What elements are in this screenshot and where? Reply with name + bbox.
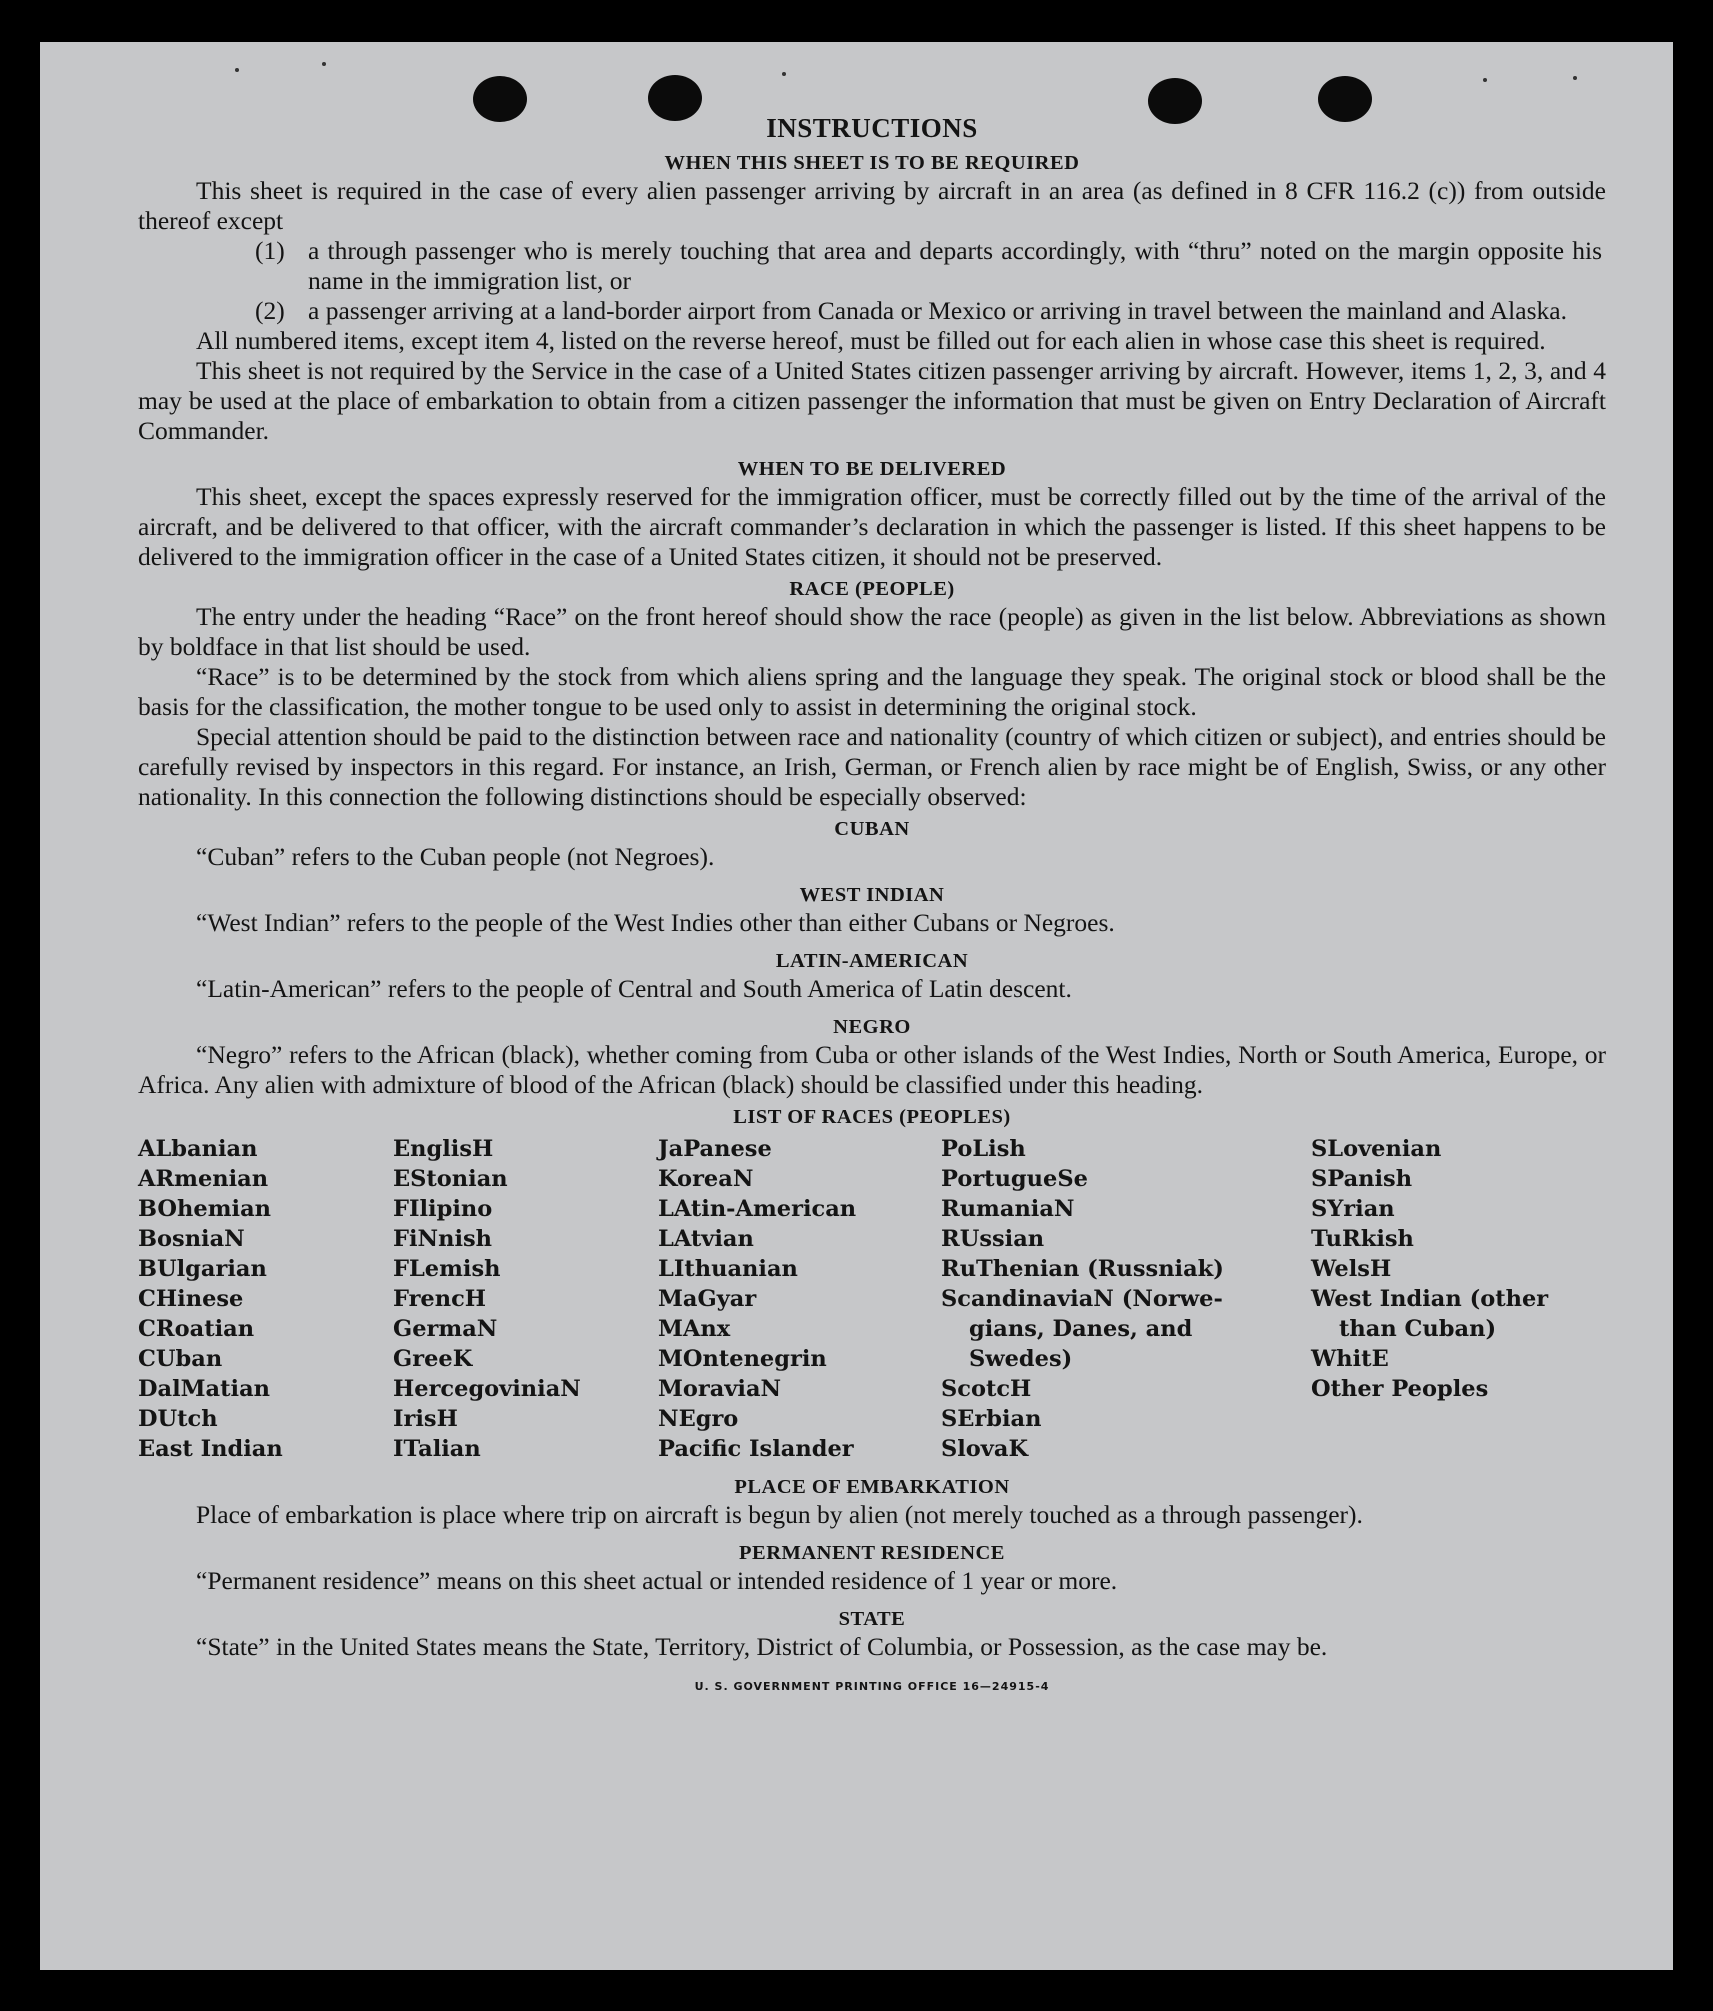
heading-race: RACE (PEOPLE) [789, 578, 955, 600]
race-list-column [393, 1134, 658, 1464]
race-entry: ALbanian [138, 1136, 258, 1162]
race-entry: MOntenegrin [658, 1346, 827, 1372]
paper-speck [322, 62, 326, 66]
race-entry: PoLish [941, 1136, 1026, 1162]
race-entry: BosniaN [138, 1226, 245, 1252]
race-entry: CRoatian [138, 1316, 255, 1342]
heading-when-required: WHEN THIS SHEET IS TO BE REQUIRED [664, 152, 1080, 174]
race-entry: GermaN [393, 1316, 498, 1342]
paragraph-embarkation: Place of embarkation is place where trip on aircraft is begun by alien (not merely touched as a through passenger). [196, 1500, 1363, 1529]
list-item-number: (2) [255, 296, 285, 325]
race-entry: West Indian (other than Cuban) [1311, 1286, 1549, 1342]
race-entry: CUban [138, 1346, 223, 1372]
race-entry: DalMatian [138, 1376, 271, 1402]
heading-west-indian: WEST INDIAN [799, 884, 945, 906]
paragraph-delivered: This sheet, except the spaces expressly reserved for the immigration officer, must be correctly filled out by the time of the arrival of the aircraft, and be delivered to that officer, with the aircraft commander’s declaration in which the passenger is listed. If this sheet happens to be delivered to the immigration officer in the case of a United States citizen, it should not be preserved. [138, 482, 1606, 571]
page-title: INSTRUCTIONS [766, 113, 978, 143]
list-item-number: (1) [255, 236, 285, 265]
race-entry: WelsH [1311, 1256, 1392, 1282]
race-entry: DUtch [138, 1406, 218, 1432]
race-entry: SErbian [941, 1406, 1042, 1432]
race-entry: BOhemian [138, 1196, 272, 1222]
race-entry: KoreaN [658, 1166, 754, 1192]
paper-speck [782, 72, 786, 76]
race-entry: PortugueSe [941, 1166, 1088, 1192]
race-entry: MAnx [658, 1316, 731, 1342]
race-entry: FIlipino [393, 1196, 493, 1222]
paragraph-race-1: The entry under the heading “Race” on the front hereof should show the race (people) as given in the list below. Abbreviations as shown by boldface in that list should be used. [138, 602, 1606, 661]
race-list-column [1311, 1134, 1571, 1464]
race-entry: WhitE [1311, 1346, 1389, 1372]
race-entry: SPanish [1311, 1166, 1413, 1192]
race-entry: MoraviaN [658, 1376, 782, 1402]
race-entry: Other Peoples [1311, 1376, 1489, 1402]
heading-negro: NEGRO [833, 1016, 911, 1038]
paragraph-cuban: “Cuban” refers to the Cuban people (not Negroes). [196, 842, 715, 871]
list-item-text: a passenger arriving at a land-border airport from Canada or Mexico or arriving in travel between the mainland and Alaska. [308, 296, 1567, 325]
race-entry: FiNnish [393, 1226, 493, 1252]
race-entry: HercegoviniaN [393, 1376, 581, 1402]
heading-latin-american: LATIN-AMERICAN [775, 950, 969, 972]
paragraph-residence: “Permanent residence” means on this sheet actual or intended residence of 1 year or more. [196, 1566, 1118, 1595]
heading-residence: PERMANENT RESIDENCE [739, 1542, 1005, 1564]
race-entry: GreeK [393, 1346, 473, 1372]
race-entry: SYrian [1311, 1196, 1395, 1222]
race-entry: RumaniaN [941, 1196, 1075, 1222]
race-entry: EStonian [393, 1166, 508, 1192]
race-entry: CHinese [138, 1286, 244, 1312]
paragraph-latin-american: “Latin-American” refers to the people of Central and South America of Latin descent. [196, 974, 1072, 1003]
paragraph-race-2: “Race” is to be determined by the stock from which aliens spring and the language they speak. The original stock or blood shall be the basis for the classification, the mother tongue to be used only to assist in determining the original stock. [138, 662, 1606, 721]
instructions-text [138, 110, 1606, 1702]
race-entry: East Indian [138, 1436, 283, 1462]
heading-embarkation: PLACE OF EMBARKATION [734, 1476, 1010, 1498]
race-entry: ITalian [393, 1436, 481, 1462]
paragraph-race-3: Special attention should be paid to the distinction between race and nationality (country of which citizen or subject), and entries should be carefully revised by inspectors in this regard. For instance, an Irish, German, or French alien by race might be of English, Swiss, or any other nationality. In this connection the following distinctions should be especially observed: [138, 722, 1606, 811]
paragraph-required-intro: This sheet is required in the case of every alien passenger arriving by aircraft in an area (as defined in 8 CFR 116.2 (c)) from outside thereof except [138, 176, 1606, 235]
race-entry: RuThenian (Russniak) [941, 1256, 1224, 1282]
race-list [138, 1134, 1606, 1464]
race-list-column [658, 1134, 941, 1464]
race-entry: JaPanese [658, 1136, 772, 1162]
list-item-1 [138, 236, 1606, 296]
race-entry: SlovaK [941, 1436, 1029, 1462]
heading-list-of-races: LIST OF RACES (PEOPLES) [733, 1106, 1011, 1128]
race-list-column [941, 1134, 1311, 1464]
paper-speck [1573, 76, 1577, 80]
race-entry: IrisH [393, 1406, 458, 1432]
list-item-text: a through passenger who is merely touching that area and departs accordingly, with “thru” noted on the margin opposite his name in the immigration list, or [308, 236, 1602, 295]
race-entry: ARmenian [138, 1166, 269, 1192]
paper-speck [1483, 78, 1487, 82]
race-entry: FLemish [393, 1256, 501, 1282]
heading-state: STATE [838, 1608, 906, 1630]
race-entry: RUssian [941, 1226, 1045, 1252]
paragraph-state: “State” in the United States means the State, Territory, District of Columbia, or Possession, as the case may be. [196, 1632, 1328, 1661]
race-entry: SLovenian [1311, 1136, 1442, 1162]
printing-office-imprint: U. S. GOVERNMENT PRINTING OFFICE 16—24915-4 [694, 1680, 1050, 1693]
paragraph-west-indian: “West Indian” refers to the people of the West Indies other than either Cubans or Negroes. [196, 908, 1115, 937]
paragraph-numbered-items: All numbered items, except item 4, listed on the reverse hereof, must be filled out for each alien in whose case this sheet is required. [196, 326, 1546, 355]
race-entry: LAtvian [658, 1226, 754, 1252]
race-entry: LIthuanian [658, 1256, 798, 1282]
heading-cuban: CUBAN [834, 818, 910, 840]
race-entry: MaGyar [658, 1286, 757, 1312]
race-entry: ScandinaviaN (Norwe-gians, Danes, and Swedes) [941, 1286, 1223, 1372]
heading-when-delivered: WHEN TO BE DELIVERED [737, 458, 1007, 480]
race-entry: FrencH [393, 1286, 487, 1312]
list-item-2 [138, 296, 1606, 326]
document-page [40, 42, 1673, 1970]
race-list-column [138, 1134, 393, 1464]
paper-speck [235, 68, 239, 72]
race-entry: LAtin-American [658, 1196, 857, 1222]
paragraph-negro: “Negro” refers to the African (black), whether coming from Cuba or other islands of the West Indies, North or South America, Europe, or Africa. Any alien with admixture of blood of the African (black) should be classified under this heading. [138, 1040, 1606, 1099]
race-entry: EnglisH [393, 1136, 494, 1162]
race-entry: TuRkish [1311, 1226, 1414, 1252]
paragraph-citizen: This sheet is not required by the Service in the case of a United States citizen passenger arriving by aircraft. However, items 1, 2, 3, and 4 may be used at the place of embarkation to obtain from a citizen passenger the information that must be given on Entry Declaration of Aircraft Commander. [138, 356, 1606, 445]
race-entry: BUlgarian [138, 1256, 267, 1282]
race-entry: NEgro [658, 1406, 739, 1432]
race-entry: ScotcH [941, 1376, 1032, 1402]
race-entry: Pacific Islander [658, 1436, 854, 1462]
